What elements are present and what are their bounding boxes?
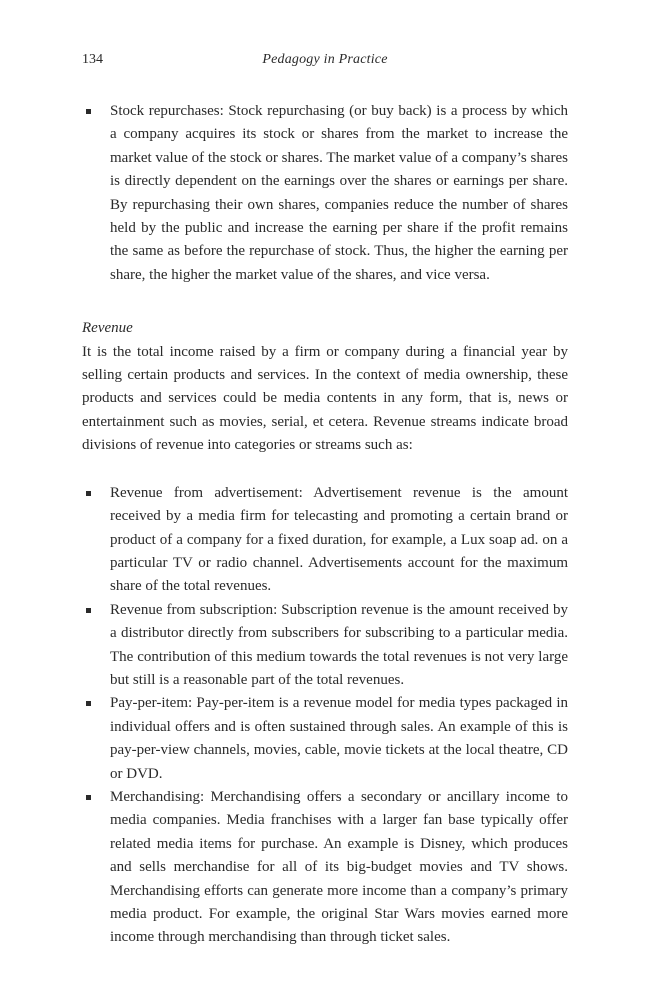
list-item-text: Revenue from advertisement: Advertisement revenue is the amount received by a media firm for telecasting and promoting a certain brand or product of a company for a fixed duration, for example, a Lux soap ad. on a particular TV or radio channel. Advertisements account for the maximum share of the total revenues. <box>110 484 568 595</box>
list-item-text: Revenue from subscription: Subscription revenue is the amount received by a distributor directly from subscribers for subscribing to a particular media. The contribution of this medium towards the total revenues is not very large but still is a reasonable part of the total revenues. <box>110 601 568 688</box>
list-item-text: Pay-per-item: Pay-per-item is a revenue model for media types packaged in individual offers and is often sustained through sales. An example of this is pay-per-view channels, movies, cable, movie tickets at the local theatre, CD or DVD. <box>110 695 568 782</box>
list-item <box>82 786 568 950</box>
list-item <box>82 482 568 599</box>
stock-repurchase-list <box>82 100 568 287</box>
running-title: Pedagogy in Practice <box>262 52 388 67</box>
revenue-paragraph: It is the total income raised by a firm or company during a financial year by selling certain products and services. In the context of media ownership, these products and services could be media contents in any form, that is, news or entertainment such as movies, serial, et cetera. Revenue streams indicate broad divisions of revenue into categories or streams such as: <box>82 343 568 454</box>
revenue-streams-list <box>82 482 568 950</box>
list-item <box>82 692 568 786</box>
section-heading-revenue: Revenue <box>82 320 133 337</box>
bullet-icon <box>86 701 91 706</box>
page-header <box>82 52 568 72</box>
bullet-icon <box>86 491 91 496</box>
page-body <box>82 100 568 950</box>
list-item-text: Merchandising: Merchandising offers a secondary or ancillary income to media companies. Media franchises with a larger fan base typically offer related media items for purchase. An example is Disney, which produces and sells merchandise for all of its big-budget movies and TV shows. Merchandising efforts can generate more income than a company’s primary media product. For example, the original Star Wars movies earned more income through merchandising than through ticket sales. <box>110 788 568 946</box>
bullet-icon <box>86 109 91 114</box>
bullet-icon <box>86 795 91 800</box>
page-number: 134 <box>82 52 103 67</box>
list-item <box>82 599 568 693</box>
list-item-text: Stock repurchases: Stock repurchasing (or buy back) is a process by which a company acquires its stock or shares from the market to increase the market value of the stock or shares. The market value of a company’s shares is directly dependent on the earnings over the shares or earnings per share. By repurchasing their own shares, companies reduce the number of shares held by the public and increase the earning per share if the profit remains the same as before the repurchase of stock. Thus, the higher the earning per share, the higher the market value of the shares, and vice versa. <box>110 103 568 283</box>
bullet-icon <box>86 608 91 613</box>
list-item <box>82 100 568 287</box>
